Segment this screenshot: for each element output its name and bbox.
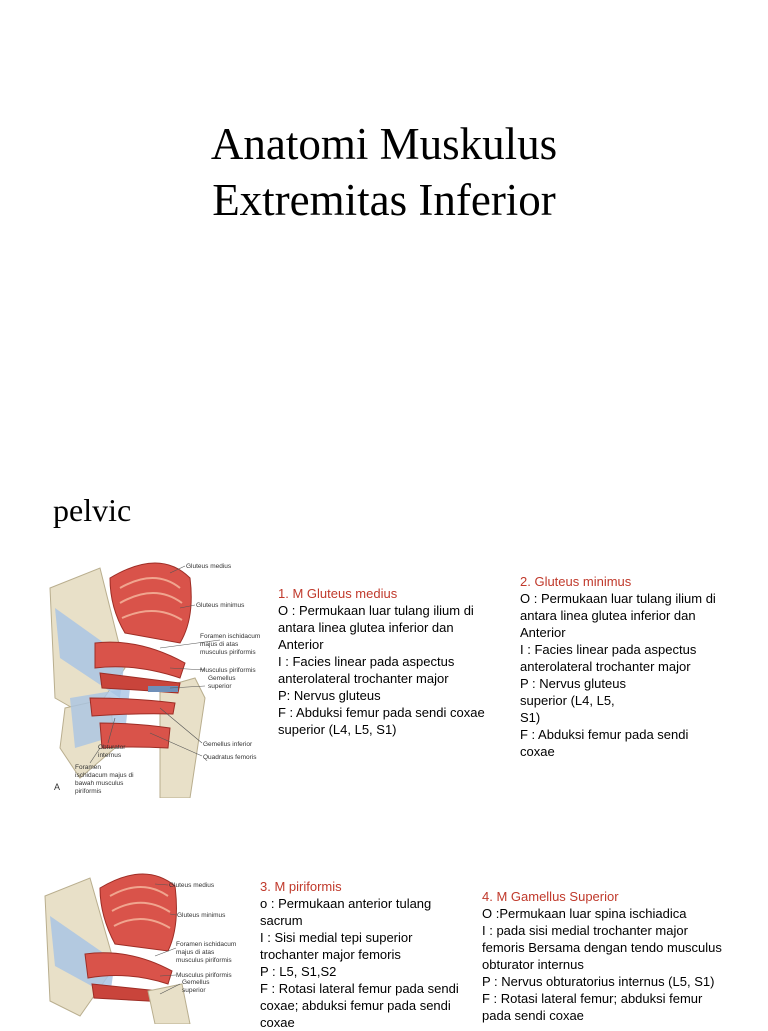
label-gluteus-medius: Gluteus medius bbox=[186, 563, 232, 570]
anatomy-figure-1 bbox=[30, 548, 265, 798]
muscle-line: P: Nervus gluteus bbox=[278, 688, 381, 703]
label-foramen-3: musculus piriformis bbox=[200, 649, 256, 656]
muscle-line: S1) bbox=[520, 710, 541, 725]
gluteus-medius-muscle bbox=[100, 874, 176, 951]
label-foramen-1: Foramen ischidacum bbox=[176, 941, 237, 948]
muscle-line: superior (L4, L5, S1) bbox=[278, 722, 397, 737]
label-gemellus-sup-1: Gemellus bbox=[182, 979, 210, 986]
muscle-line: coxae bbox=[520, 744, 555, 759]
muscle-line: I : Facies linear pada aspectus bbox=[520, 642, 697, 657]
muscle-line: F : Abduksi femur pada sendi coxae bbox=[278, 705, 485, 720]
muscle-line: P : Nervus gluteus bbox=[520, 676, 626, 691]
muscle-block-2 bbox=[520, 573, 716, 760]
label-piriformis: Musculus piriformis bbox=[176, 972, 232, 979]
muscle-line: obturator internus bbox=[482, 957, 584, 972]
label-gluteus-minimus: Gluteus minimus bbox=[196, 602, 245, 609]
muscle-line: I : Sisi medial tepi superior bbox=[260, 930, 413, 945]
label-foramen-3: musculus piriformis bbox=[176, 957, 232, 964]
muscle-line: P : L5, S1,S2 bbox=[260, 964, 337, 979]
anatomy-figure-2 bbox=[30, 866, 252, 1024]
muscle-heading: 4. M Gamellus Superior bbox=[482, 889, 619, 904]
muscle-block-1 bbox=[278, 585, 485, 738]
label-foramen-2: majus di atas bbox=[176, 949, 215, 956]
muscle-line: sacrum bbox=[260, 913, 303, 928]
label-gluteus-minimus: Gluteus minimus bbox=[177, 912, 226, 919]
label-foramen-2: majus di atas bbox=[200, 641, 239, 648]
label-piriformis: Musculus piriformis bbox=[200, 667, 256, 674]
muscle-line: O : Permukaan luar tulang ilium di bbox=[520, 591, 716, 606]
label-gemellus-sup-2: superior bbox=[208, 683, 232, 690]
muscle-line: antara linea glutea inferior dan bbox=[520, 608, 696, 623]
muscle-line: anterolateral trochanter major bbox=[520, 659, 691, 674]
gluteus-medius-muscle bbox=[110, 563, 191, 643]
gluteal-region-illustration bbox=[30, 548, 265, 798]
muscle-line: F : Rotasi lateral femur pada sendi bbox=[260, 981, 459, 996]
label-gemellus-sup-1: Gemellus bbox=[208, 675, 236, 682]
title-line-2: Extremitas Inferior bbox=[212, 175, 556, 225]
muscle-heading: 1. M Gluteus medius bbox=[278, 586, 398, 601]
muscle-line: coxae; abduksi femur pada sendi bbox=[260, 998, 451, 1013]
muscle-line: O : Permukaan luar tulang ilium di bbox=[278, 603, 474, 618]
muscle-line: antara linea glutea inferior dan bbox=[278, 620, 454, 635]
muscle-line: Anterior bbox=[520, 625, 566, 640]
muscle-line: F : Abduksi femur pada sendi bbox=[520, 727, 689, 742]
muscle-line: pada sendi coxae bbox=[482, 1008, 584, 1023]
slide-title bbox=[120, 116, 648, 228]
muscle-line: Anterior bbox=[278, 637, 324, 652]
muscle-block-3 bbox=[260, 878, 459, 1031]
label-obturator-1: Obturator bbox=[98, 744, 126, 751]
muscle-line: F : Rotasi lateral femur; abduksi femur bbox=[482, 991, 703, 1006]
muscle-heading: 3. M piriformis bbox=[260, 879, 342, 894]
muscle-line: coxae bbox=[260, 1015, 295, 1030]
muscle-line: O :Permukaan luar spina ischiadica bbox=[482, 906, 687, 921]
muscle-line: trochanter major femoris bbox=[260, 947, 401, 962]
muscle-heading: 2. Gluteus minimus bbox=[520, 574, 632, 589]
label-foramen-b2: ischidacum majus di bbox=[75, 772, 134, 779]
label-gluteus-medius: Gluteus medius bbox=[169, 882, 215, 889]
label-quadratus: Quadratus femoris bbox=[203, 754, 257, 761]
muscle-line: I : pada sisi medial trochanter major bbox=[482, 923, 688, 938]
section-heading: pelvic bbox=[53, 492, 132, 528]
muscle-line: P : Nervus obturatorius internus (L5, S1) bbox=[482, 974, 715, 989]
label-foramen-b3: bawah musculus bbox=[75, 780, 124, 787]
gluteal-region-illustration-2 bbox=[30, 866, 252, 1024]
label-foramen-1: Foramen ischidacum bbox=[200, 633, 261, 640]
title-line-1: Anatomi Muskulus bbox=[210, 119, 558, 169]
muscle-line: anterolateral trochanter major bbox=[278, 671, 449, 686]
figure-letter: A bbox=[54, 782, 61, 792]
muscle-line: I : Facies linear pada aspectus bbox=[278, 654, 455, 669]
muscle-line: superior (L4, L5, bbox=[520, 693, 615, 708]
label-obturator-2: internus bbox=[98, 752, 122, 759]
label-gemellus-inf: Gemellus inferior bbox=[203, 741, 253, 748]
label-foramen-b1: Foramen bbox=[75, 764, 102, 771]
label-gemellus-sup-2: superior bbox=[182, 987, 206, 994]
label-foramen-b4: piriformis bbox=[75, 788, 102, 795]
muscle-line: o : Permukaan anterior tulang bbox=[260, 896, 432, 911]
muscle-line: femoris Bersama dengan tendo musculus bbox=[482, 940, 722, 955]
muscle-block-4 bbox=[482, 888, 722, 1024]
obturator-tendon bbox=[148, 686, 178, 692]
